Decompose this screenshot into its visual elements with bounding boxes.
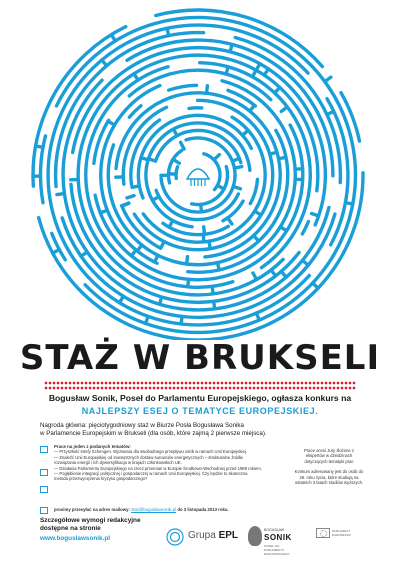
sonik-logo-subtitle: POSEŁ DO PARLAMENTU EUROPEJSKIEGO — [264, 544, 290, 556]
sonik-logo — [248, 524, 300, 556]
maze-wall — [234, 167, 241, 168]
side-info-eligibility: Konkurs adresowany jest do osób do 26. roku życia, które studiują na ostatnich 3 latach studiów wyższych. — [294, 469, 364, 486]
intro-text: Bogusław Sonik, Poseł do Parlamentu Europejskiego, ogłasza konkurs na — [48, 393, 352, 403]
grupa-epl-rings-icon — [166, 528, 184, 546]
sonik-logo-firstname: BOGUSŁAW — [264, 528, 285, 532]
grupa-text: Grupa — [188, 530, 216, 541]
submit-prefix: prosimy przesyłać na adres mailowy: — [54, 507, 130, 512]
prize-text — [40, 422, 360, 438]
maze-wall — [181, 142, 185, 149]
maze-ring — [156, 130, 240, 162]
side-info-jury: Prace oceni Jury złożone z ekspertów w dziedzinach dotyczących tematyki prac — [303, 448, 355, 464]
topic-item: — Przyszłość strefy Schengen. Wyzwania dla swobodnego przepływu osób w ramach Unii Europejskiej. — [54, 449, 247, 455]
poster-title: STAŻ W BRUKSELI — [19, 338, 381, 378]
portrait-icon — [248, 526, 262, 546]
footer-requirements — [40, 517, 141, 533]
maze-wall — [207, 86, 208, 93]
ep-logo-text: PARLAMENT EUROPEJSKI — [332, 529, 352, 537]
topic-item: — Znaleźć Unii Europejskiej od zewnętrznych dostaw surowców energetycznych – strukturalne źródła — [54, 454, 243, 460]
submit-email-link[interactable]: staz@boguslawsonik.pl — [131, 507, 177, 512]
red-dotted-divider — [44, 381, 356, 385]
mail-icon — [40, 507, 48, 514]
footer-line-2: dostępne na stronie — [40, 525, 101, 532]
maze-wall — [233, 186, 240, 188]
submit-deadline: do 3 listopada 2013 roku. — [177, 507, 229, 512]
maze-ring — [189, 108, 202, 109]
side-info — [294, 448, 364, 490]
topic-item: rozwiązania energii i ich dywersyfikacja w krajach członkowskich UE. — [54, 460, 182, 466]
maze-ring — [302, 222, 308, 234]
maze-ring — [163, 223, 228, 234]
topics-heading: Prace na jeden z podanych tematów: — [54, 444, 131, 449]
maze-ring — [250, 179, 257, 203]
maze-wall — [57, 194, 64, 195]
footer-url-link[interactable]: www.boguslawsonik.pl — [40, 535, 111, 542]
topic-item: metoda przezwyciężenia kryzysu gospodarczego? — [54, 476, 148, 482]
epl-text: EPL — [218, 530, 239, 541]
maze-wall — [214, 155, 219, 160]
prize-line-2: w Parlamencie Europejskim w Brukseli (dla osób, które zajmą 2 pierwsze miejsca). — [40, 430, 267, 438]
maze-wall — [127, 196, 134, 198]
submit-info — [54, 507, 229, 512]
maze-wall — [132, 186, 139, 187]
center-building-icon — [187, 169, 209, 179]
highlight-text: NAJLEPSZY ESEJ O TEMATYCE EUROPEJSKIEJ. — [81, 406, 319, 416]
topic-item: — Działania Parlamentu Europejskiego na rzecz przemian w Europie Środkowo-Wschodniej przed 1989 rokiem. — [54, 465, 262, 471]
lightning-icon — [40, 486, 48, 493]
eu-flag-icon — [316, 528, 330, 538]
grupa-epl-logo — [166, 528, 238, 546]
prize-line-1: Nagroda główna: pięciotygodniowy staż w Biurze Posła Bogusława Sonika — [40, 422, 244, 429]
topic-item: — Pogłębienie integracji politycznej i gospodarczej w ramach Unii Europejskiej. Czy będzie to skuteczna — [54, 471, 248, 477]
red-dotted-divider-2 — [44, 386, 356, 390]
footer-line-1: Szczegółowe wymogi redakcyjne — [40, 517, 141, 524]
topics-list — [40, 444, 295, 482]
sonik-logo-name: SONIK — [264, 533, 292, 542]
maze-wall — [228, 218, 232, 224]
maze-wall — [325, 77, 331, 81]
european-parliament-logo — [316, 528, 364, 550]
maze-ring — [169, 85, 197, 90]
